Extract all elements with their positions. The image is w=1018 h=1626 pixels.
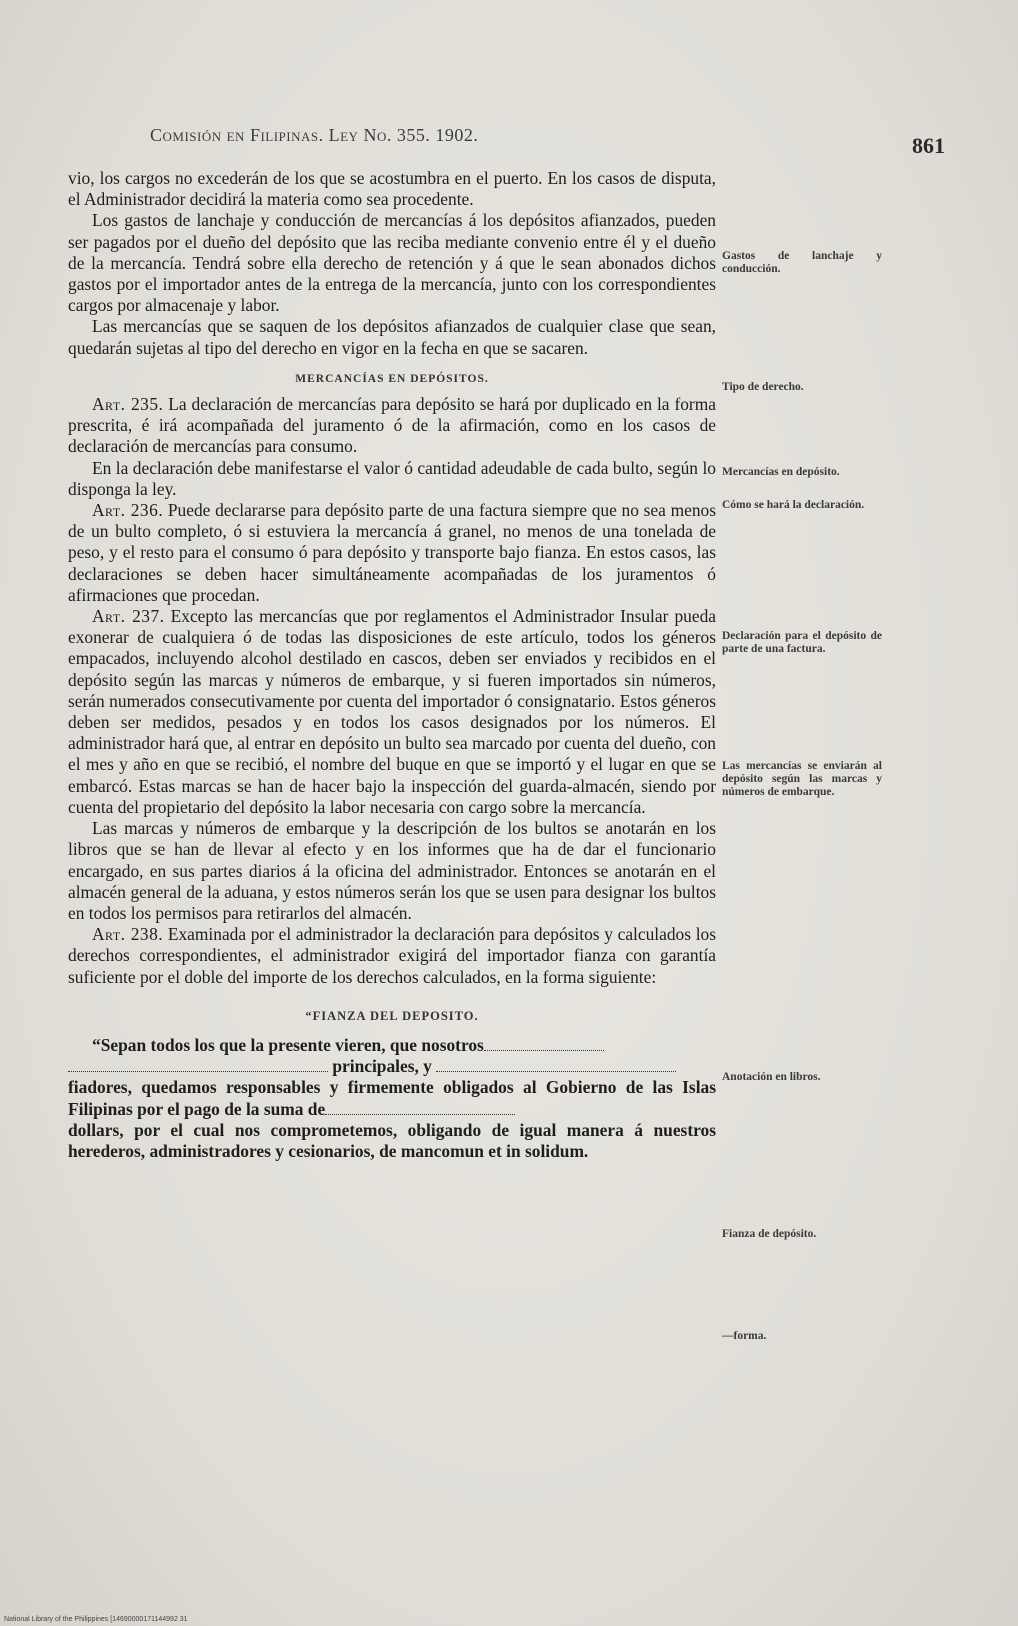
- margin-note-anotacion: Anotación en libros.: [722, 1071, 821, 1083]
- main-text: [68, 168, 716, 1162]
- paragraph: Las marcas y números de embarque y la descripción de los bultos se anotarán en los libros que se han de llevar al efecto y en los informes que ha de dar el funcionario encargado, en sus partes diarios á la oficina del administrador. Entonces se anotarán en el almacén general de la aduana, y estos números serán los que se usen para designar los bultos en todos los permisos para retirarlos del almacén.: [68, 818, 716, 923]
- bond-form: [68, 1035, 716, 1162]
- form-line-text: fiadores, quedamos responsables y firmemente obligados al Gobierno de las Islas Filipinas por el pago de la suma de: [68, 1077, 716, 1119]
- article-label: Art. 235.: [92, 394, 164, 415]
- form-line-text: principales, y: [332, 1056, 432, 1077]
- blank-field: [484, 1038, 604, 1051]
- margin-note-declaracion: Declaración para el depósito de parte de una factura.: [722, 630, 882, 655]
- margin-note-gastos: Gastos de lanchaje y conducción.: [722, 250, 882, 275]
- form-line: dollars, por el cual nos comprometemos, obligando de igual manera á nuestros herederos, administradores y cesionarios, de mancomun et in solidum.: [68, 1119, 716, 1161]
- blank-field: [325, 1102, 515, 1115]
- margin-note-marcas: Las mercancías se enviarán al depósito según las marcas y números de embarque.: [722, 760, 882, 798]
- running-header: Comisión en Filipinas. Ley No. 355. 1902.: [150, 125, 479, 145]
- paragraph: En la declaración debe manifestarse el valor ó cantidad adeudable de cada bulto, según lo disponga la ley.: [68, 457, 716, 499]
- paragraph: Los gastos de lanchaje y conducción de mercancías á los depósitos afianzados, pueden ser pagados por el dueño del depósito que las reciba mediante convenio entre él y el dueño de la mercancía. Tendrá sobre ella derecho de retención y á que le sean abonados dichos gastos por el importador antes de la entrega de la mercancía, junto con los correspondientes cargos por almacenaje y labor.: [68, 210, 716, 316]
- form-heading: “FIANZA DEL DEPOSITO.: [305, 1008, 479, 1023]
- margin-note-tipo: Tipo de derecho.: [722, 381, 804, 393]
- paragraph: vio, los cargos no excederán de los que se acostumbra en el puerto. En los casos de disputa, el Administrador decidirá la materia como sea procedente.: [68, 168, 716, 210]
- article-text: Excepto las mercancías que por reglamentos el Administrador Insular pueda exonerar de cualquiera ó de todas las disposiciones de este artículo, todos los géneros empacados, incluyendo alcohol destilado en cascos, deben ser enviados y recibidos en el depósito según las marcas y números de embarque, y si fueren importados sin números, serán numerados consecutivamente por cuenta del importador ó consignatario. Estos géneros deben ser medidos, pesados y en todos los casos designados por los números. El administrador hará que, al entrar en depósito un bulto sea marcado por cuenta del dueño, con el mes y año en que se recibió, el nombre del buque en que se importó y el lugar en que se embarcó. Estas marcas se han de hacer bajo la inspección del guarda-almacén, siendo por cuenta del propietario del depósito la labor necesaria con cargo sobre la mercancía.: [68, 606, 716, 817]
- article-238: [68, 924, 716, 988]
- margin-note-fianza: Fianza de depósito.: [722, 1228, 817, 1240]
- article-label: Art. 238.: [92, 924, 164, 945]
- paragraph: Las mercancías que se saquen de los depósitos afianzados de cualquier clase que sean, quedarán sujetas al tipo del derecho en vigor en la fecha en que se sacaren.: [68, 316, 716, 358]
- article-235: [68, 394, 716, 458]
- form-line: [68, 1077, 716, 1119]
- article-237: [68, 606, 716, 818]
- article-text: Examinada por el administrador la declaración para depósitos y calculados los derechos correspondientes, el administrador exigirá del importador fianza con garantía suficiente por el doble del importe de los derechos calculados, en la forma siguiente:: [68, 924, 716, 987]
- form-line-text: “Sepan todos los que la presente vieren, que nosotros: [92, 1034, 484, 1055]
- margin-note-como: Cómo se hará la declaración.: [722, 499, 865, 511]
- article-label: Art. 236.: [92, 500, 164, 521]
- form-line: [68, 1056, 716, 1077]
- blank-field: [436, 1059, 676, 1072]
- margin-note-forma: —forma.: [722, 1330, 767, 1342]
- blank-field: [68, 1059, 328, 1072]
- article-236: [68, 500, 716, 606]
- article-label: Art. 237.: [92, 606, 165, 627]
- page-number: 861: [912, 133, 945, 158]
- article-text: La declaración de mercancías para depósito se hará por duplicado en la forma prescrita, é irá acompañada del juramento ó de la afirmación, como en los casos de declaración de mercancías para consumo.: [68, 394, 716, 457]
- scan-credit: National Library of the Philippines [14690000171144992 31: [4, 1616, 188, 1623]
- margin-note-mercancias: Mercancías en depósito.: [722, 466, 840, 478]
- article-text: Puede declararse para depósito parte de una factura siempre que no sea menos de un bulto completo, ó si estuviera la mercancía á granel, no menos de una tonelada de peso, y el resto para el consumo ó para depósito y transporte bajo fianza. En estos casos, las declaraciones se deben hacer simultáneamente acompañadas de los juramentos ó afirmaciones que procedan.: [68, 500, 716, 605]
- form-line: [68, 1035, 716, 1056]
- section-heading: MERCANCÍAS EN DEPÓSITOS.: [295, 372, 489, 385]
